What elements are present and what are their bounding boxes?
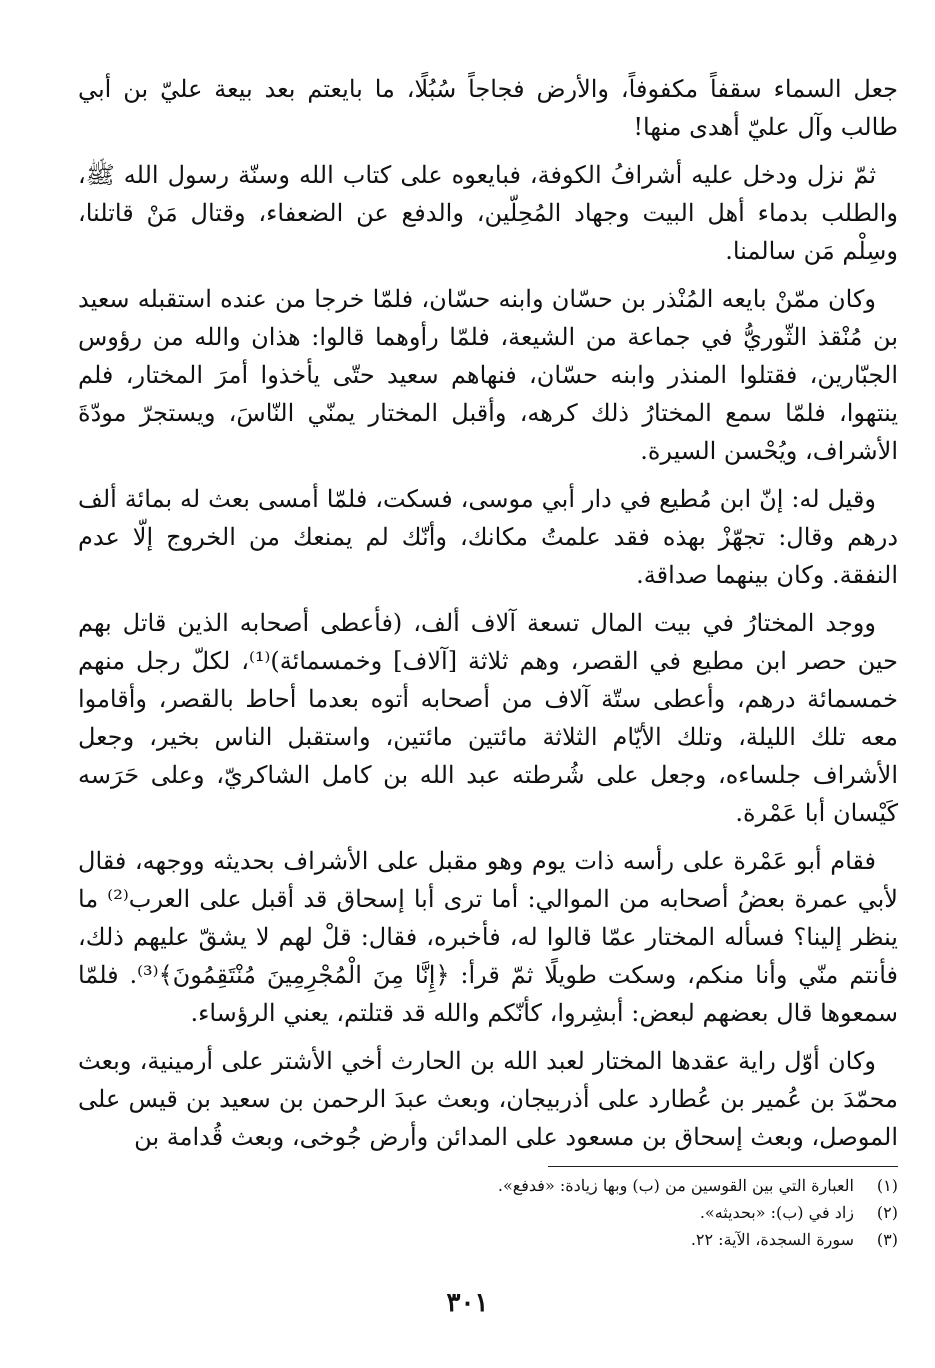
paragraph-2: ثمّ نزل ودخل عليه أشرافُ الكوفة، فبايعوه على كتاب الله وسنّة رسول الله ﷺ، والطلب بدماء أهل البيت وجهاد المُحِلّين، والدفع عن الضعفاء، وقتال مَنْ قاتلنا، وسِلْم مَن سالمنا. [78,161,898,265]
paragraph-3: وكان ممّنْ بايعه المُنْذر بن حسّان وابنه حسّان، فلمّا خرجا من عنده استقبله سعيد بن مُنْقذ الثّوريُّ في جماعة من الشيعة، فلمّا رأوهما قالوا: هذان والله من رؤوس الجبّارين، فقتلوا المنذر وابنه حسّان، فنهاهم سعيد حتّى يأخذوا أمرَ المختار، فلم ينتهوا، فلمّا سمع المختارُ ذلك كرهه، وأقبل المختار يمنّي النّاسَ، ويستجرّ مودّةَ الأشراف، ويُحْسن السيرة. [78,285,898,465]
paragraph-5: ووجد المختارُ في بيت المال تسعة آلاف ألف، (فأعطى أصحابه الذين قاتل بهم حين حصر ابن مطيع في القصر، وهم ثلاثة [آلاف] وخمسمائة)⁽¹⁾، لكلّ رجل منهم خمسمائة درهم، وأعطى ستّة آلاف من أصحابه أتوه بعدما أحاط بالقصر، وأقاموا معه تلك الليلة، وتلك الأيّام الثلاثة مائتين مائتين، واستقبل الناس بخير، وجعل الأشراف جلساءه، وجعل على شُرطته عبد الله بن كامل الشاكريّ، وعلى حَرَسه كَيْسان أبا عَمْرة. [78,609,899,827]
footnote-separator [548,1166,898,1167]
footnote-number: (٣) [876,1230,898,1249]
footnote-1 [78,1172,898,1199]
footnote-text: سورة السجدة، الآية: ٢٢. [690,1230,854,1249]
footnote-number: (٢) [876,1203,898,1222]
paragraph-4: وقيل له: إنّ ابن مُطيع في دار أبي موسى، فسكت، فلمّا أمسى بعث له بمائة ألف درهم وقال: تجهّزْ بهذه فقد علمتُ مكانك، وأنّك لم يمنعك من الخروج إلّا عدم النفقة. وكان بينهما صداقة. [78,485,899,589]
paragraph-1: جعل السماء سقفاً مكفوفاً، والأرض فجاجاً سُبُلًا، ما بايعتم بعد بيعة عليّ بن أبي طالب وآل عليّ أهدى منها! [78,75,898,141]
footnote-3 [78,1226,898,1253]
paragraph-7: وكان أوّل راية عقدها المختار لعبد الله بن الحارث أخي الأشتر على أرمينية، وبعث محمّدَ بن عُمير بن عُطارد على أذربيجان، وبعث عبدَ الرحمن بن سعيد بن قيس على الموصل، وبعث إسحاق بن مسعود على المدائن وأرض جُوخى، وبعث قُدامة بن [78,1047,898,1151]
footnotes [78,1172,898,1253]
page-number: ٣٠١ [446,1288,489,1318]
footnote-text: زاد في (ب): «بحديثه». [699,1203,854,1222]
footnote-2 [78,1199,898,1226]
main-text [78,70,898,1166]
paragraph-6: فقام أبو عَمْرة على رأسه ذات يوم وهو مقبل على الأشراف بحديثه ووجهه، فقال لأبي عمرة بعضُ أصحابه من الموالي: أما ترى أبا إسحاق قد أقبل على العرب⁽²⁾ ما ينظر إلينا؟ فسأله المختار عمّا قالوا له، فأخبره، فقال: قلْ لهم لا يشقّ عليهم ذلك، فأنتم منّي وأنا منكم، وسكت طويلًا ثمّ قرأ: ﴿إِنَّا مِنَ الْمُجْرِمِينَ مُنْتَقِمُونَ﴾⁽³⁾. فلمّا سمعوها قال بعضهم لبعض: أبشِروا، كأنّكم والله قد قتلتم، يعني الرؤساء. [78,847,898,1027]
footnote-text: العبارة التي بين القوسين من (ب) وبها زيادة: «فدفع». [497,1176,854,1195]
footnote-number: (١) [876,1176,898,1195]
